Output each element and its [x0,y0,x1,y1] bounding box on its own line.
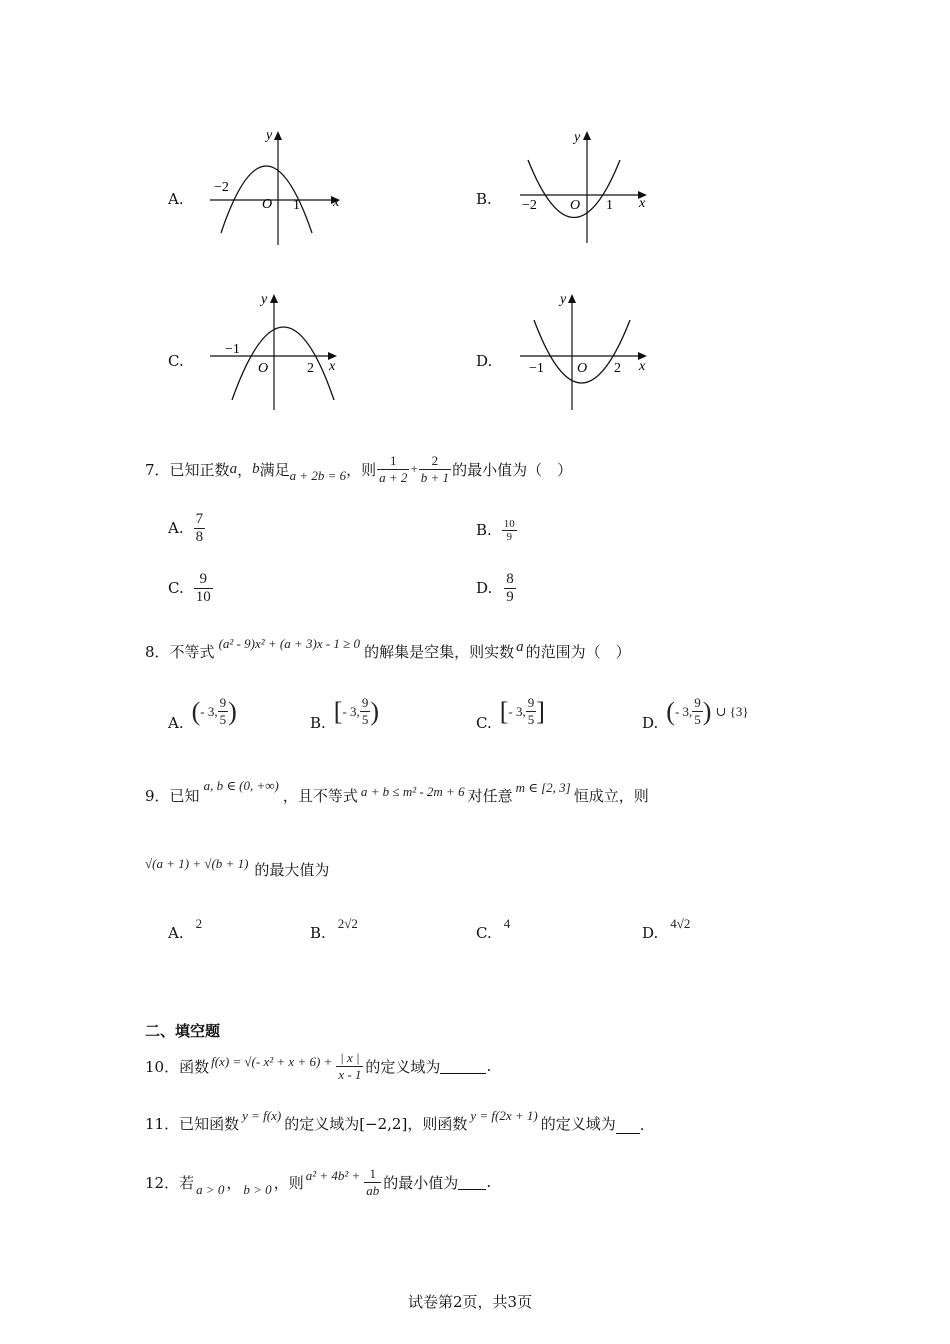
answer-blank[interactable] [616,1119,640,1134]
y-label: y [266,128,273,143]
fraction-denominator: 5 [361,712,369,727]
question-text: 对任意 [467,787,513,805]
fraction-denominator: 5 [527,712,535,727]
option-value: 4√2 [670,916,691,931]
q8-option-d[interactable] [642,688,749,732]
function-formula: f(x) = √(- x² + x + 6) + [211,1054,333,1069]
graph-option-a-label: A. [168,190,184,208]
question-text: 若 [179,1173,195,1192]
abs-fraction [336,1050,363,1083]
question-text: 已知函数 [179,1115,240,1133]
question-number: 8． [145,643,170,661]
root-right-label: 1 [293,198,300,213]
fraction-numerator: 9 [219,695,227,710]
inequality-formula: a + b ≤ m² - 2m + 6 [360,784,465,799]
fraction-numerator: 9 [361,695,369,710]
lower-bound: - 3, [674,703,693,719]
fraction-denominator: 9 [506,588,514,605]
graph-b [515,125,665,250]
root-left-label: −2 [214,180,229,195]
upper-fraction [692,695,703,728]
section-title: 二、填空题 [145,1022,221,1040]
condition-b: b > 0 [243,1182,272,1197]
x-label: x [639,359,646,374]
question-text: 的最小值为 [383,1173,459,1192]
question-text: 的定义域为 [365,1057,441,1076]
option-label: C. [476,714,492,732]
right-bracket: ) [702,696,712,726]
upper-fraction [218,695,229,728]
q7-option-a[interactable] [168,508,205,548]
question-10 [145,1046,491,1086]
fraction-numerator: 7 [195,510,204,527]
condition-a: a > 0 [196,1182,225,1197]
q9-option-d[interactable] [642,912,690,942]
union-extra: ∪ {3} [715,703,749,719]
root-right-label: 2 [307,361,314,376]
fraction-2 [419,453,451,486]
origin-label: O [570,198,581,213]
question-text: ，则 [273,1173,304,1192]
option-label: B. [310,924,326,942]
parabola-curve [232,327,334,400]
sqrt-expression: √(a + 1) + √(b + 1) [145,856,249,871]
option-value: 2√2 [337,916,358,931]
page-footer: 试卷第2页，共3页 [408,1293,533,1311]
question-text: 的定义域为 [540,1115,616,1133]
interval [666,695,748,728]
y-axis-arrow [568,294,576,303]
separator: ， [226,1173,242,1192]
question-text: 满足 [259,460,290,479]
option-label: D. [642,924,659,942]
question-number: 11． [145,1115,180,1133]
y-axis-arrow [270,294,278,303]
separator: ， [237,460,253,479]
upper-fraction [360,695,371,728]
expression-fraction [364,1166,381,1199]
y-axis-arrow [583,131,591,140]
y-axis-arrow [274,131,282,140]
upper-fraction [526,695,537,728]
root-right-label: 2 [614,361,621,376]
period: . [486,1057,492,1075]
fraction-numerator: 9 [199,570,207,587]
question-7 [145,449,572,489]
graph-a [200,125,350,250]
left-bracket: [ [333,696,343,726]
question-text: 的范围为（ ） [525,643,631,661]
option-label: B. [476,521,492,539]
option-fraction [194,511,206,546]
interval [192,695,237,728]
q7-option-d[interactable] [476,568,516,608]
fraction-denominator: b + 1 [420,469,450,485]
right-bracket: ] [536,696,545,726]
plus-sign: + [410,461,418,476]
interval [500,695,545,728]
fraction-numerator: 2 [431,452,439,468]
question-8 [145,638,631,662]
q9-option-b[interactable] [310,912,358,942]
graph-option-d-label: D. [476,352,493,370]
option-label: D. [476,579,493,597]
q8-option-a[interactable] [168,688,237,732]
question-12 [145,1162,491,1202]
option-label: A. [168,714,184,732]
fraction-numerator: 9 [694,695,701,710]
fraction-numerator: 1 [369,1165,377,1181]
question-9 [145,778,649,806]
expression-formula: a² + 4b² + [305,1168,361,1183]
lower-bound: - 3, [508,703,526,719]
fraction-denominator: 5 [694,712,701,727]
x-label: x [329,359,336,374]
fraction-1 [377,453,409,486]
option-label: A. [168,519,184,537]
root-left-label: −1 [529,361,544,376]
function-formula-2: y = f(2x + 1) [470,1108,538,1123]
fraction-denominator: x - 1 [338,1066,362,1082]
right-bracket: ) [228,696,237,726]
option-fraction [504,571,516,606]
inequality-formula: (a² - 9)x² + (a + 3)x - 1 ≥ 0 [218,636,361,651]
period: . [639,1116,645,1134]
question-text: 不等式 [169,643,215,661]
fraction-denominator: 10 [195,588,211,605]
graph-option-b-label: B. [476,190,492,208]
root-left-label: −1 [225,342,240,357]
fraction-denominator: a + 2 [379,469,408,485]
left-bracket: ( [191,696,201,726]
question-text: 的最大值为 [254,861,330,879]
fraction-numerator: 10 [503,517,515,530]
fraction-denominator: ab [366,1182,380,1198]
q8-option-c[interactable] [476,688,545,732]
domain-formula: a, b ∈ (0, +∞) [203,778,279,793]
option-label: D. [642,714,659,732]
question-text: ，且不等式 [282,787,358,805]
fraction-numerator: 9 [527,695,535,710]
question-11 [145,1110,645,1134]
fraction-denominator: 8 [195,528,204,545]
question-number: 12． [145,1173,180,1192]
condition-formula: a + 2b = 6 [289,468,347,483]
question-number: 10． [145,1057,180,1076]
interval [334,695,379,728]
question-text: 的解集是空集，则实数 [364,643,515,661]
left-bracket: ( [666,696,675,726]
function-formula-1: y = f(x) [242,1108,282,1123]
question-number: 7． [145,460,170,479]
origin-label: O [262,197,273,212]
lower-bound: - 3, [200,703,218,719]
x-label: x [639,196,646,211]
q8-option-b[interactable] [310,688,379,732]
y-label: y [560,292,567,307]
root-left-label: −2 [522,198,537,213]
graph-d [515,288,665,413]
option-value: 2 [195,916,203,931]
answer-blank[interactable] [440,1059,486,1074]
question-9-continued [145,856,329,880]
graph-option-c-label: C. [168,352,184,370]
origin-label: O [258,361,269,376]
x-label: x [333,195,340,210]
answer-blank[interactable] [458,1175,486,1190]
var-b: b [252,460,260,477]
option-label: A. [168,924,184,942]
question-text: 的最小值为（ ） [452,460,573,479]
question-text: ，则 [346,460,377,479]
question-text: 已知 [169,787,200,805]
y-label: y [261,292,268,307]
q7-option-c[interactable] [168,568,213,608]
q7-option-b[interactable] [476,510,517,550]
q9-option-c[interactable] [476,912,510,942]
question-text: 已知正数 [169,460,230,479]
option-label: C. [168,579,184,597]
condition-formula: m ∈ [2, 3] [515,780,571,795]
var-a: a [516,639,524,655]
left-bracket: [ [499,696,509,726]
fraction-numerator: 8 [506,570,514,587]
option-fraction [194,571,213,606]
lower-bound: - 3, [342,703,360,719]
question-text: 函数 [179,1057,210,1076]
question-text: 恒成立，则 [573,787,649,805]
option-value: 4 [503,916,511,931]
option-fraction [502,518,517,543]
fraction-denominator: 9 [502,530,517,543]
right-bracket: ) [370,696,379,726]
option-label: C. [476,924,492,942]
y-label: y [574,130,581,145]
root-right-label: 1 [606,198,613,213]
fraction-numerator: 1 [390,452,397,468]
option-label: B. [310,714,326,732]
graph-c [205,288,355,413]
period: . [486,1173,492,1191]
var-a: a [229,460,238,477]
fraction-denominator: 5 [219,712,227,727]
origin-label: O [577,361,588,376]
question-text: 的定义域为[−2,2]，则函数 [284,1115,468,1133]
question-number: 9． [145,787,170,805]
q9-option-a[interactable] [168,912,202,942]
fraction-numerator: | x | [340,1049,360,1065]
